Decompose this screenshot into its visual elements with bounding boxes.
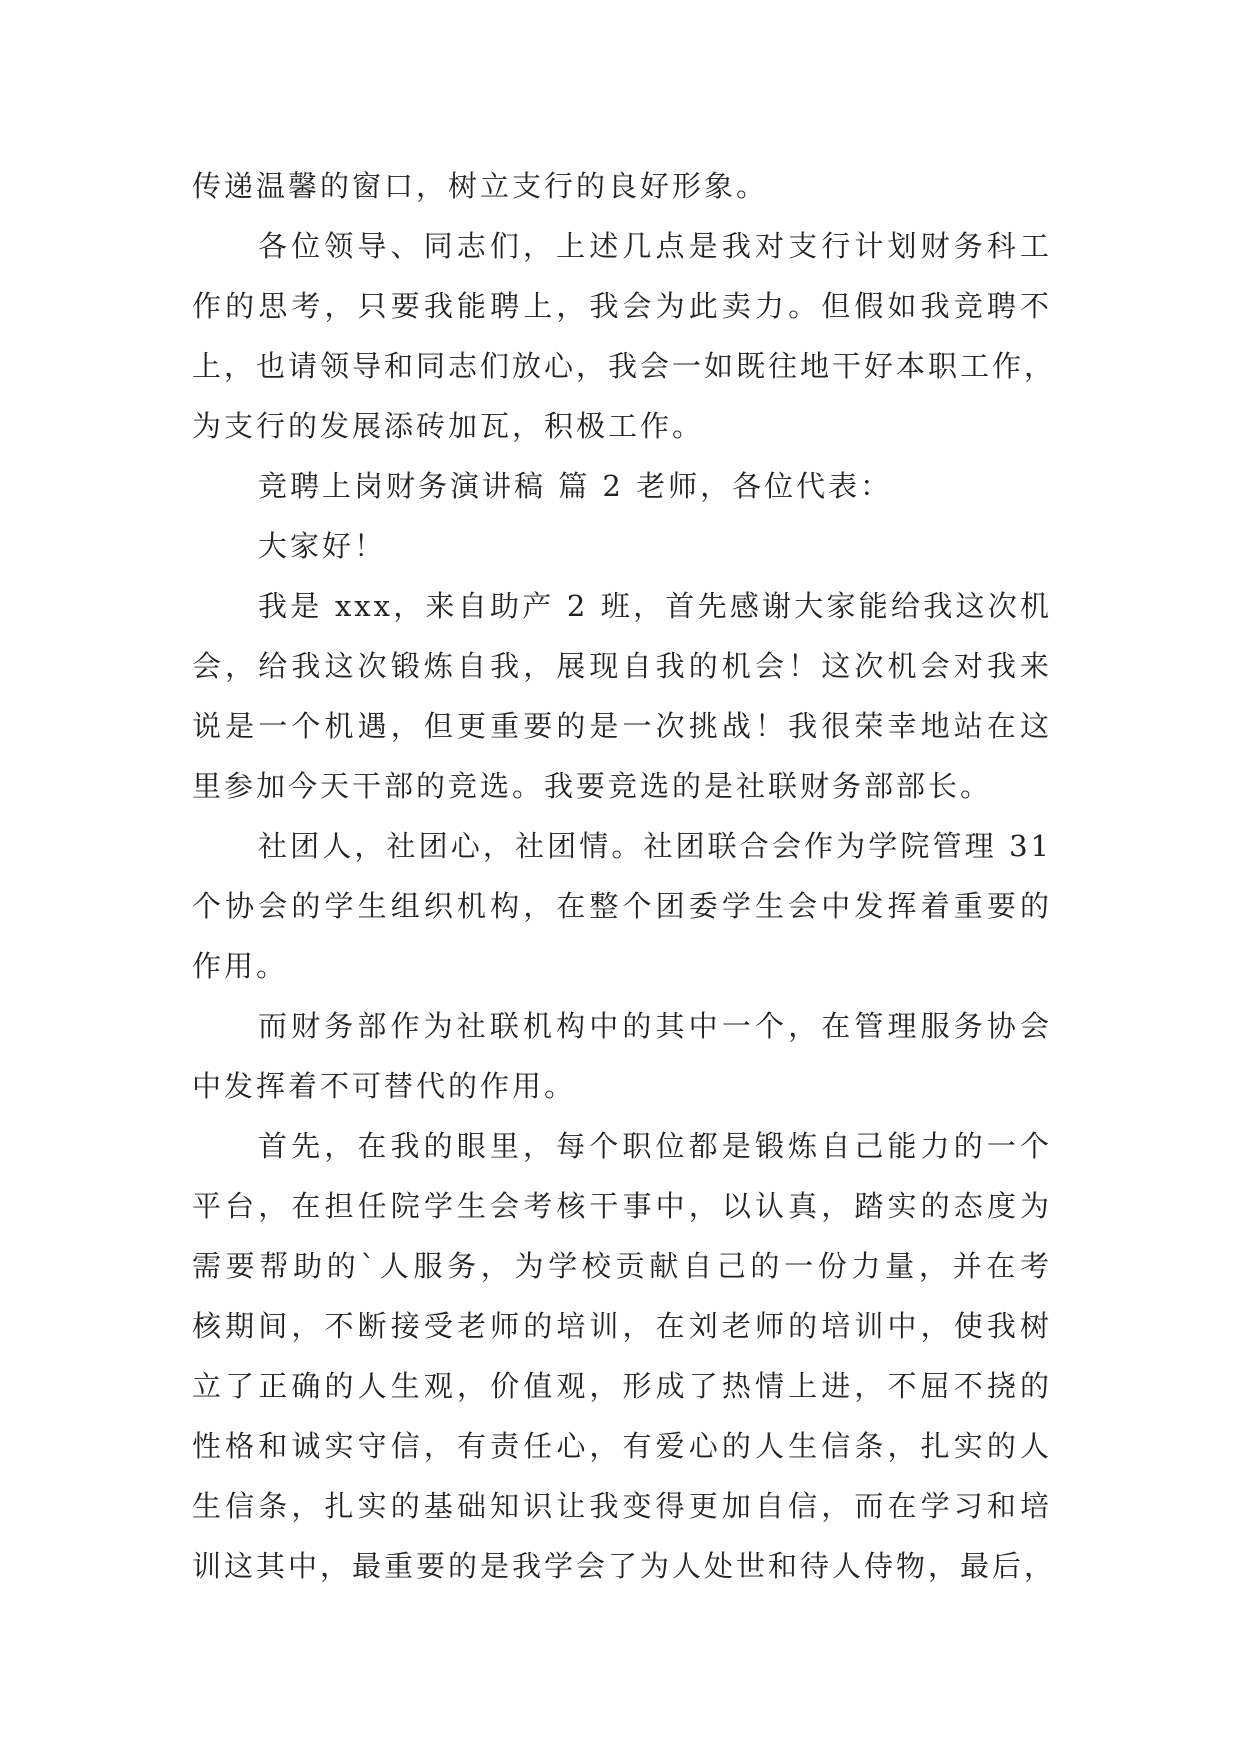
text-line: 中发挥着不可替代的作用。 bbox=[192, 1069, 577, 1103]
text-line: 为支行的发展添砖加瓦，积极工作。 bbox=[192, 409, 705, 443]
text-line: 而财务部作为社联机构中的其中一个，在管理服务协会 bbox=[258, 1009, 1052, 1043]
text-line: 社团人，社团心，社团情。社团联合会作为学院管理 31 bbox=[258, 829, 1052, 863]
text-line: 说是一个机遇，但更重要的是一次挑战！我很荣幸地站在这 bbox=[192, 709, 1052, 743]
text-line: 竞聘上岗财务演讲稿 篇 2 老师，各位代表： bbox=[258, 469, 893, 503]
text-line: 上，也请领导和同志们放心，我会一如既往地干好本职工作， bbox=[192, 349, 1057, 383]
text-line: 会，给我这次锻炼自我，展现自我的机会！这次机会对我来 bbox=[192, 649, 1052, 683]
text-line: 传递温馨的窗口，树立支行的良好形象。 bbox=[192, 169, 769, 203]
text-line: 需要帮助的`人服务，为学校贡献自己的一份力量，并在考 bbox=[192, 1249, 1052, 1283]
text-line: 性格和诚实守信，有责任心，有爱心的人生信条，扎实的人 bbox=[192, 1429, 1052, 1463]
text-line: 训这其中，最重要的是我学会了为人处世和待人侍物，最后， bbox=[192, 1549, 1057, 1583]
text-line: 立了正确的人生观，价值观，形成了热情上进，不屈不挠的 bbox=[192, 1369, 1052, 1403]
text-line: 我是 xxx，来自助产 2 班，首先感谢大家能给我这次机 bbox=[258, 589, 1052, 623]
text-line: 平台，在担任院学生会考核干事中，以认真，踏实的态度为 bbox=[192, 1189, 1052, 1223]
text-line: 里参加今天干部的竞选。我要竞选的是社联财务部部长。 bbox=[192, 769, 993, 803]
text-line: 各位领导、同志们，上述几点是我对支行计划财务科工 bbox=[258, 229, 1052, 263]
text-line: 作的思考，只要我能聘上，我会为此卖力。但假如我竞聘不 bbox=[192, 289, 1052, 323]
text-line: 个协会的学生组织机构，在整个团委学生会中发挥着重要的 bbox=[192, 889, 1052, 923]
text-line: 核期间，不断接受老师的培训，在刘老师的培训中，使我树 bbox=[192, 1309, 1052, 1343]
text-line: 生信条，扎实的基础知识让我变得更加自信，而在学习和培 bbox=[192, 1489, 1052, 1523]
text-line: 作用。 bbox=[192, 949, 289, 983]
document-body bbox=[192, 156, 1057, 1596]
text-line: 大家好！ bbox=[258, 529, 387, 563]
text-line: 首先，在我的眼里，每个职位都是锻炼自己能力的一个 bbox=[258, 1129, 1052, 1163]
